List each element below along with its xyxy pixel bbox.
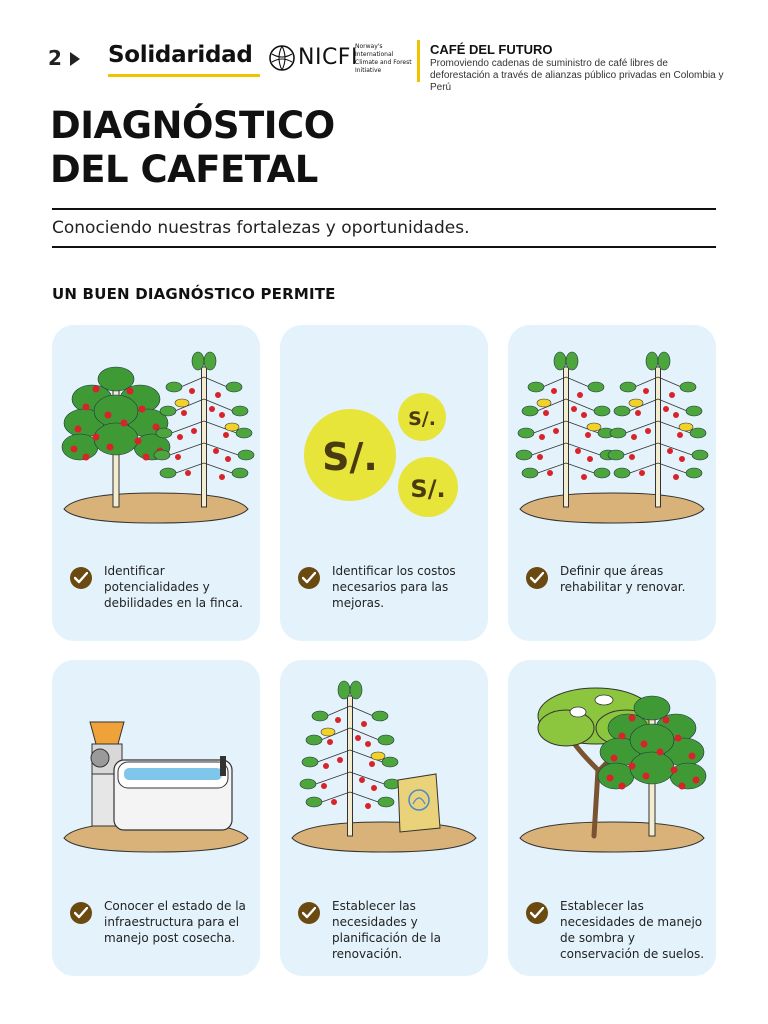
coin-label-large: S/. (322, 435, 378, 479)
card-text: Identificar potencialidades y debilidades en la finca. (104, 564, 243, 610)
card-renovation (280, 660, 488, 976)
shade-tree-and-coffee-icon (508, 660, 716, 880)
card-infrastructure (52, 660, 260, 976)
title-line-2: DEL CAFETAL (50, 148, 318, 191)
page-arrow-icon (70, 52, 80, 66)
soles-coins-icon (280, 325, 488, 545)
page-header (48, 40, 728, 93)
coin-label-small: S/. (408, 408, 436, 430)
nicfi-logo: NICFI (298, 45, 358, 70)
header-divider (417, 40, 420, 82)
depulper-and-tank-icon (52, 660, 260, 880)
divider-bottom (52, 246, 716, 248)
card-text: Definir que áreas rehabilitar y renovar. (560, 564, 686, 594)
two-coffee-trees-icon (508, 325, 716, 545)
check-icon (298, 902, 320, 924)
nicfi-subtitle: Norway's International Climate and Forest Initiative (355, 43, 412, 74)
coin-label-medium: S/. (410, 475, 446, 503)
check-icon (298, 567, 320, 589)
card-identify-costs (280, 325, 488, 641)
tree-and-fertilizer-bag-icon (280, 660, 488, 880)
page-subtitle: Conociendo nuestras fortalezas y oportunidades. (52, 218, 470, 238)
coffee-trees-comparison-icon (52, 325, 260, 545)
check-icon (70, 902, 92, 924)
card-define-areas (508, 325, 716, 641)
section-heading: UN BUEN DIAGNÓSTICO PERMITE (52, 285, 336, 303)
card-text: Establecer las necesidades y planificación de la renovación. (332, 899, 441, 961)
program-title: CAFÉ DEL FUTURO (430, 42, 553, 57)
check-icon (70, 567, 92, 589)
check-icon (526, 567, 548, 589)
card-shade-management (508, 660, 716, 976)
card-identify-potential (52, 325, 260, 641)
title-line-1: DIAGNÓSTICO (50, 104, 335, 147)
divider-top (52, 208, 716, 210)
brand-underline (108, 74, 260, 77)
card-text: Conocer el estado de la infraestructura para el manejo post cosecha. (104, 899, 246, 945)
globe-logo-icon (268, 44, 296, 72)
page-title (50, 104, 335, 192)
program-subtitle: Promoviendo cadenas de suministro de café libres de deforestación a través de alianzas público privadas en Colombia y Perú (430, 58, 724, 93)
solidaridad-logo: Solidaridad (108, 42, 253, 68)
card-text: Identificar los costos necesarios para las mejoras. (332, 564, 456, 610)
card-text: Establecer las necesidades de manejo de sombra y conservación de suelos. (560, 899, 705, 961)
check-icon (526, 902, 548, 924)
page-number: 2 (48, 46, 62, 70)
